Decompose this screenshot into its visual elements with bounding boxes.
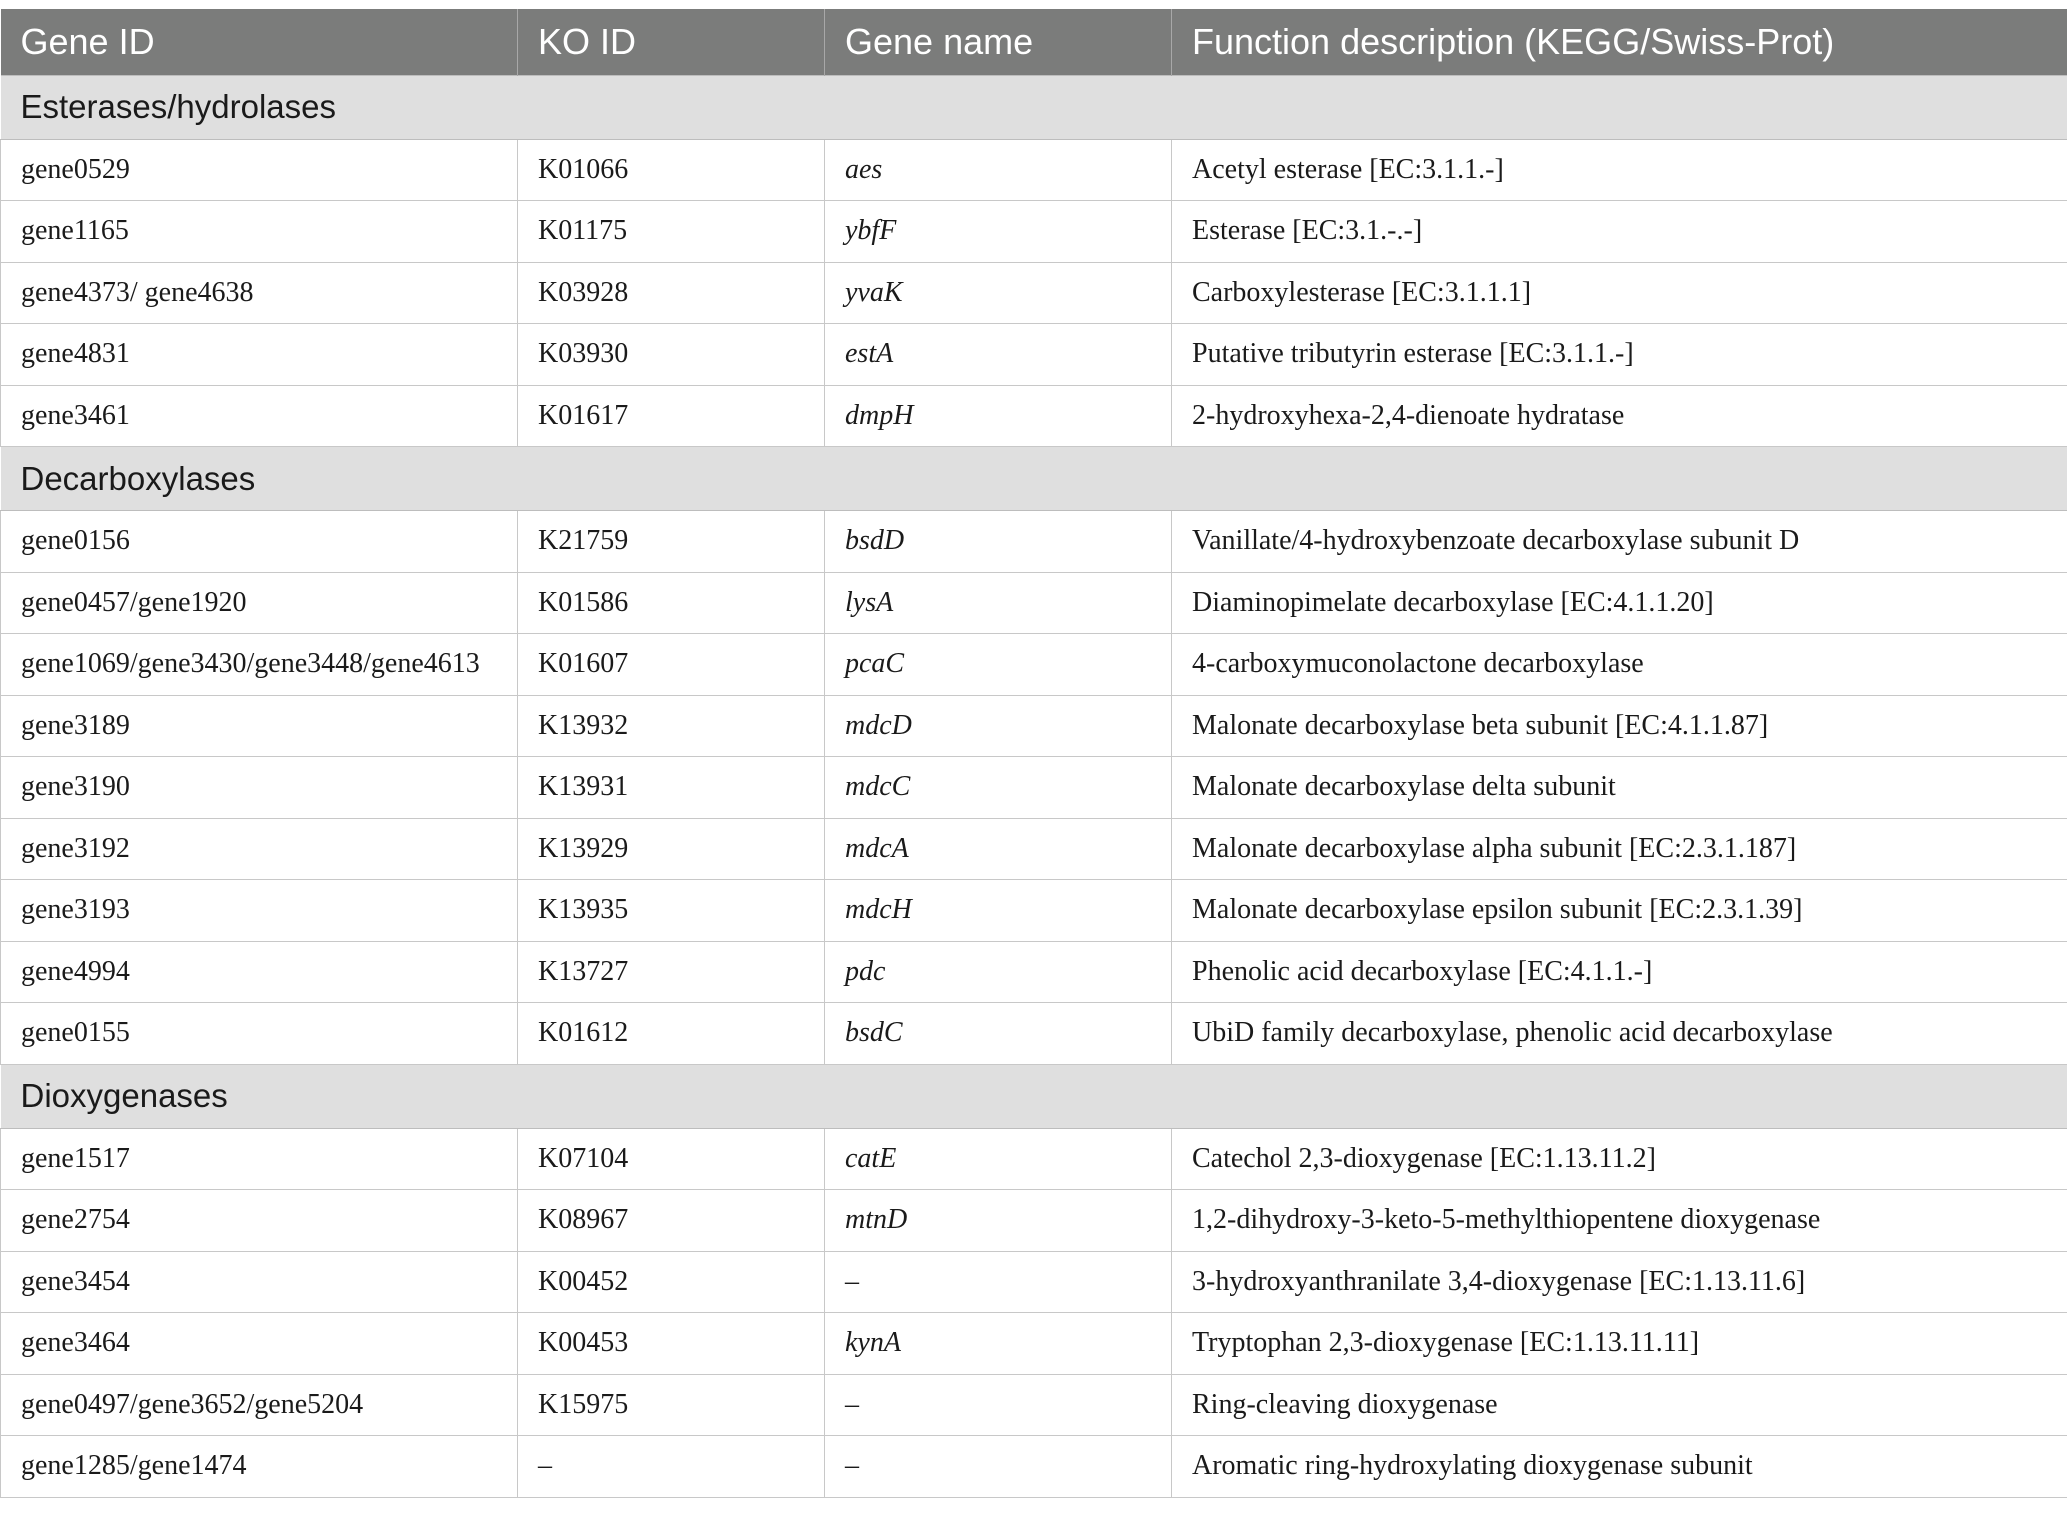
cell-gene-id: gene0156 <box>1 511 518 573</box>
cell-function-description: Malonate decarboxylase alpha subunit [EC:2.3.1.187] <box>1172 818 2067 880</box>
cell-function-description: Esterase [EC:3.1.-.-] <box>1172 201 2067 263</box>
section-row <box>1 1064 2067 1128</box>
table-row <box>1 1313 2067 1375</box>
table-row <box>1 1251 2067 1313</box>
cell-gene-name: pdc <box>825 941 1172 1003</box>
cell-ko-id: K01175 <box>518 201 825 263</box>
cell-gene-name: mdcH <box>825 880 1172 942</box>
table-row <box>1 385 2067 447</box>
cell-gene-name: mdcA <box>825 818 1172 880</box>
table-row <box>1 511 2067 573</box>
table-row <box>1 1128 2067 1190</box>
table-row <box>1 1190 2067 1252</box>
header-ko-id: KO ID <box>518 9 825 75</box>
cell-gene-name: pcaC <box>825 634 1172 696</box>
cell-gene-id: gene2754 <box>1 1190 518 1252</box>
cell-gene-id: gene3192 <box>1 818 518 880</box>
cell-ko-id: K03930 <box>518 324 825 386</box>
table-row <box>1 818 2067 880</box>
table-row <box>1 880 2067 942</box>
header-function-description: Function description (KEGG/Swiss-Prot) <box>1172 9 2067 75</box>
table-row <box>1 941 2067 1003</box>
cell-function-description: Putative tributyrin esterase [EC:3.1.1.-] <box>1172 324 2067 386</box>
cell-function-description: Malonate decarboxylase epsilon subunit [EC:2.3.1.39] <box>1172 880 2067 942</box>
cell-gene-id: gene3193 <box>1 880 518 942</box>
cell-gene-id: gene3189 <box>1 695 518 757</box>
cell-ko-id: K01617 <box>518 385 825 447</box>
table-row <box>1 262 2067 324</box>
cell-function-description: Ring-cleaving dioxygenase <box>1172 1374 2067 1436</box>
cell-gene-name: mdcC <box>825 757 1172 819</box>
section-title: Esterases/hydrolases <box>1 75 2067 139</box>
cell-gene-name: kynA <box>825 1313 1172 1375</box>
cell-gene-id: gene1517 <box>1 1128 518 1190</box>
cell-ko-id: K00452 <box>518 1251 825 1313</box>
table-row <box>1 634 2067 696</box>
cell-function-description: Catechol 2,3-dioxygenase [EC:1.13.11.2] <box>1172 1128 2067 1190</box>
cell-ko-id: K21759 <box>518 511 825 573</box>
cell-ko-id: K08967 <box>518 1190 825 1252</box>
cell-function-description: Diaminopimelate decarboxylase [EC:4.1.1.20] <box>1172 572 2067 634</box>
table-row <box>1 1003 2067 1065</box>
cell-function-description: Malonate decarboxylase delta subunit <box>1172 757 2067 819</box>
cell-gene-name: mtnD <box>825 1190 1172 1252</box>
cell-gene-id: gene3454 <box>1 1251 518 1313</box>
cell-function-description: 1,2-dihydroxy-3-keto-5-methylthiopentene dioxygenase <box>1172 1190 2067 1252</box>
cell-ko-id: K03928 <box>518 262 825 324</box>
cell-gene-name: bsdC <box>825 1003 1172 1065</box>
cell-ko-id: K01607 <box>518 634 825 696</box>
cell-gene-id: gene1069/gene3430/gene3448/gene4613 <box>1 634 518 696</box>
cell-function-description: UbiD family decarboxylase, phenolic acid decarboxylase <box>1172 1003 2067 1065</box>
cell-gene-id: gene4994 <box>1 941 518 1003</box>
header-gene-id: Gene ID <box>1 9 518 75</box>
cell-gene-name: bsdD <box>825 511 1172 573</box>
cell-gene-id: gene0155 <box>1 1003 518 1065</box>
cell-gene-name: – <box>825 1436 1172 1498</box>
table-row <box>1 324 2067 386</box>
cell-gene-id: gene3461 <box>1 385 518 447</box>
section-title: Dioxygenases <box>1 1064 2067 1128</box>
cell-ko-id: K01586 <box>518 572 825 634</box>
cell-gene-name: lysA <box>825 572 1172 634</box>
table-row <box>1 139 2067 201</box>
gene-table-container <box>0 9 2067 1498</box>
cell-function-description: Tryptophan 2,3-dioxygenase [EC:1.13.11.11] <box>1172 1313 2067 1375</box>
cell-ko-id: – <box>518 1436 825 1498</box>
table-row <box>1 201 2067 263</box>
cell-gene-id: gene0529 <box>1 139 518 201</box>
table-body <box>1 75 2067 1497</box>
cell-function-description: 3-hydroxyanthranilate 3,4-dioxygenase [EC:1.13.11.6] <box>1172 1251 2067 1313</box>
table-row <box>1 695 2067 757</box>
cell-gene-id: gene3190 <box>1 757 518 819</box>
cell-ko-id: K00453 <box>518 1313 825 1375</box>
cell-ko-id: K07104 <box>518 1128 825 1190</box>
cell-function-description: Vanillate/4-hydroxybenzoate decarboxylase subunit D <box>1172 511 2067 573</box>
cell-ko-id: K13935 <box>518 880 825 942</box>
cell-gene-name: yvaK <box>825 262 1172 324</box>
section-row <box>1 75 2067 139</box>
table-row <box>1 757 2067 819</box>
cell-function-description: 4-carboxymuconolactone decarboxylase <box>1172 634 2067 696</box>
cell-ko-id: K01066 <box>518 139 825 201</box>
cell-ko-id: K13727 <box>518 941 825 1003</box>
cell-gene-id: gene4373/ gene4638 <box>1 262 518 324</box>
cell-gene-name: aes <box>825 139 1172 201</box>
cell-gene-name: – <box>825 1251 1172 1313</box>
cell-ko-id: K13931 <box>518 757 825 819</box>
cell-ko-id: K15975 <box>518 1374 825 1436</box>
cell-gene-name: catE <box>825 1128 1172 1190</box>
cell-gene-id: gene0497/gene3652/gene5204 <box>1 1374 518 1436</box>
gene-function-table <box>0 9 2067 1498</box>
section-row <box>1 447 2067 511</box>
cell-gene-name: estA <box>825 324 1172 386</box>
cell-function-description: Malonate decarboxylase beta subunit [EC:4.1.1.87] <box>1172 695 2067 757</box>
table-row <box>1 1374 2067 1436</box>
cell-gene-name: mdcD <box>825 695 1172 757</box>
cell-function-description: 2-hydroxyhexa-2,4-dienoate hydratase <box>1172 385 2067 447</box>
cell-ko-id: K13932 <box>518 695 825 757</box>
cell-function-description: Acetyl esterase [EC:3.1.1.-] <box>1172 139 2067 201</box>
cell-gene-id: gene4831 <box>1 324 518 386</box>
cell-ko-id: K01612 <box>518 1003 825 1065</box>
cell-gene-name: dmpH <box>825 385 1172 447</box>
section-title: Decarboxylases <box>1 447 2067 511</box>
cell-function-description: Aromatic ring-hydroxylating dioxygenase subunit <box>1172 1436 2067 1498</box>
cell-gene-id: gene3464 <box>1 1313 518 1375</box>
header-row <box>1 9 2067 75</box>
cell-function-description: Phenolic acid decarboxylase [EC:4.1.1.-] <box>1172 941 2067 1003</box>
cell-gene-name: ybfF <box>825 201 1172 263</box>
cell-function-description: Carboxylesterase [EC:3.1.1.1] <box>1172 262 2067 324</box>
cell-gene-id: gene1285/gene1474 <box>1 1436 518 1498</box>
cell-gene-name: – <box>825 1374 1172 1436</box>
cell-gene-id: gene0457/gene1920 <box>1 572 518 634</box>
table-row <box>1 1436 2067 1498</box>
cell-gene-id: gene1165 <box>1 201 518 263</box>
cell-ko-id: K13929 <box>518 818 825 880</box>
table-row <box>1 572 2067 634</box>
header-gene-name: Gene name <box>825 9 1172 75</box>
